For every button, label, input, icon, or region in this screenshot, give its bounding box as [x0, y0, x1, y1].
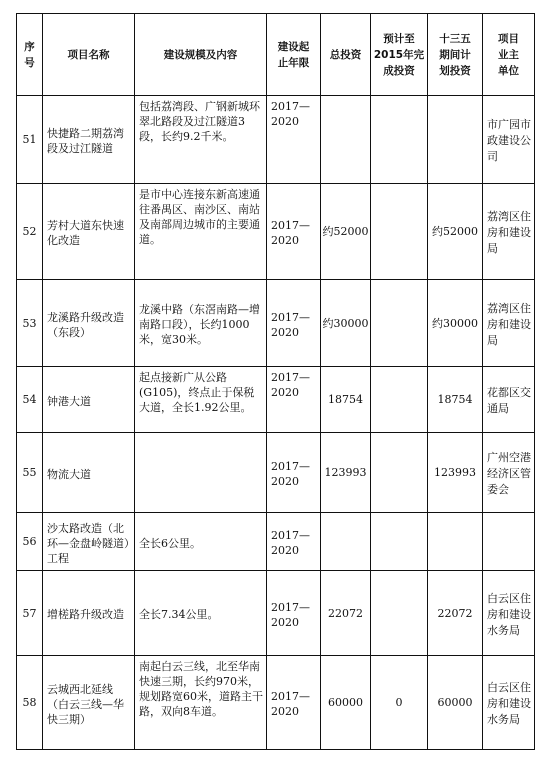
row-total: 123993: [321, 433, 371, 513]
header-plan: 十三五期间计划投资: [428, 14, 483, 96]
table-row: [17, 433, 535, 513]
row-name: 龙溪路升级改造（东段）: [43, 280, 135, 367]
row-total: [321, 513, 371, 571]
row-scope: 南起白云三线，北至华南快速三期，长约970米，规划路宽60米，道路主干路，双向8车道。: [135, 656, 267, 750]
row-name: 快捷路二期荔湾段及过江隧道: [43, 96, 135, 184]
table-row: [17, 513, 535, 571]
row-years: 2017—2020: [267, 433, 321, 513]
header-total: 总投资: [321, 14, 371, 96]
table-row: [17, 184, 535, 280]
row-seq: 57: [17, 571, 43, 656]
row-years: 2017—2020: [267, 571, 321, 656]
table-row: [17, 367, 535, 433]
row-name: 芳村大道东快速化改造: [43, 184, 135, 280]
row-seq: 56: [17, 513, 43, 571]
row-scope: [135, 433, 267, 513]
row-by2015: [371, 96, 428, 184]
row-seq: 52: [17, 184, 43, 280]
row-total: 18754: [321, 367, 371, 433]
row-seq: 58: [17, 656, 43, 750]
row-name: 钟港大道: [43, 367, 135, 433]
header-owner: 项目业主单位: [483, 14, 535, 96]
row-plan: 约30000: [428, 280, 483, 367]
table-row: [17, 656, 535, 750]
row-name: 沙太路改造（北环—金盘岭隧道）工程: [43, 513, 135, 571]
row-owner: 荔湾区住房和建设局: [483, 184, 535, 280]
header-scope: 建设规模及内容: [135, 14, 267, 96]
table-row: [17, 280, 535, 367]
row-plan: 22072: [428, 571, 483, 656]
row-owner: 白云区住房和建设水务局: [483, 571, 535, 656]
row-seq: 53: [17, 280, 43, 367]
row-by2015: [371, 367, 428, 433]
row-years: 2017—2020: [267, 96, 321, 184]
row-scope: 起点接新广从公路(G105)，终点止于保税大道，全长1.92公里。: [135, 367, 267, 433]
row-seq: 54: [17, 367, 43, 433]
header-name: 项目名称: [43, 14, 135, 96]
row-by2015: [371, 184, 428, 280]
row-plan: [428, 96, 483, 184]
row-owner: 花都区交通局: [483, 367, 535, 433]
row-plan: 约52000: [428, 184, 483, 280]
row-scope: 全长6公里。: [135, 513, 267, 571]
row-total: 22072: [321, 571, 371, 656]
row-years: 2017—2020: [267, 513, 321, 571]
row-owner: 市广园市政建设公司: [483, 96, 535, 184]
row-years: 2017—2020: [267, 280, 321, 367]
investment-table: [16, 13, 535, 750]
row-by2015: 0: [371, 656, 428, 750]
row-seq: 55: [17, 433, 43, 513]
header-row: [17, 14, 535, 96]
row-name: 云城西北延线（白云三线—华快三期）: [43, 656, 135, 750]
table-row: [17, 96, 535, 184]
row-total: 约30000: [321, 280, 371, 367]
row-seq: 51: [17, 96, 43, 184]
row-owner: 白云区住房和建设水务局: [483, 656, 535, 750]
row-by2015: [371, 513, 428, 571]
row-plan: 123993: [428, 433, 483, 513]
row-scope: 是市中心连接东新高速通往番禺区、南沙区、南站及南部周边城市的主要通道。: [135, 184, 267, 280]
row-owner: [483, 513, 535, 571]
row-by2015: [371, 280, 428, 367]
row-owner: 荔湾区住房和建设局: [483, 280, 535, 367]
row-years: 2017—2020: [267, 184, 321, 280]
row-name: 物流大道: [43, 433, 135, 513]
row-by2015: [371, 571, 428, 656]
row-total: 约52000: [321, 184, 371, 280]
row-plan: 60000: [428, 656, 483, 750]
row-scope: 包括荔湾段、广钢新城环翠北路段及过江隧道3段，长约9.2千米。: [135, 96, 267, 184]
row-years: 2017—2020: [267, 367, 321, 433]
row-by2015: [371, 433, 428, 513]
row-plan: 18754: [428, 367, 483, 433]
row-total: 60000: [321, 656, 371, 750]
row-scope: 全长7.34公里。: [135, 571, 267, 656]
header-seq: 序号: [17, 14, 43, 96]
row-plan: [428, 513, 483, 571]
table-row: [17, 571, 535, 656]
row-scope: 龙溪中路（东滘南路—增南路口段），长约1000米，宽30米。: [135, 280, 267, 367]
row-name: 增槎路升级改造: [43, 571, 135, 656]
row-years: 2017—2020: [267, 656, 321, 750]
row-total: [321, 96, 371, 184]
header-by2015: 预计至2015年完成投资: [371, 14, 428, 96]
row-owner: 广州空港经济区管委会: [483, 433, 535, 513]
header-years: 建设起止年限: [267, 14, 321, 96]
